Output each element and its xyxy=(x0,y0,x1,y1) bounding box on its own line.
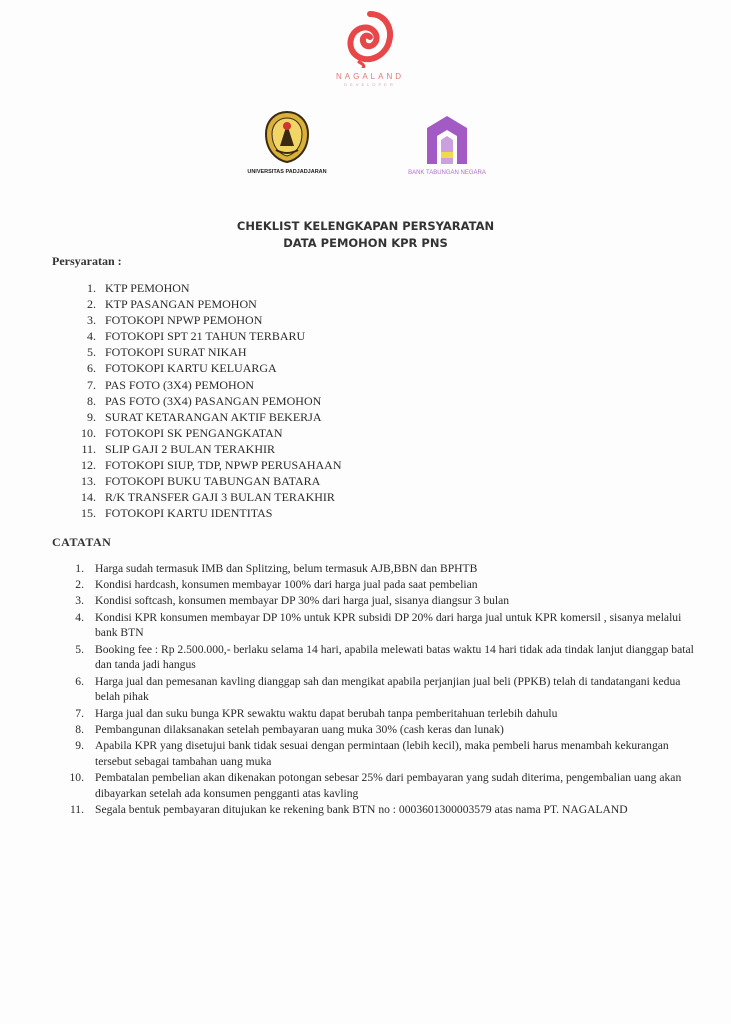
note-text: Pembangunan dilaksanakan setelah pembayaran uang muka 30% (cash keras dan lunak) xyxy=(95,722,504,736)
note-item xyxy=(60,738,700,770)
requirement-text: PAS FOTO (3X4) PEMOHON xyxy=(105,377,255,392)
note-number: 1. xyxy=(75,562,84,575)
requirement-number: 1. xyxy=(87,281,96,295)
note-item xyxy=(60,577,700,593)
note-item xyxy=(60,770,700,802)
requirement-number: 12. xyxy=(81,458,96,473)
note-text: Kondisi softcash, konsumen membayar DP 30% dari harga jual, sisanya diangsur 3 bulan xyxy=(95,594,510,608)
requirement-item xyxy=(64,312,342,328)
requirement-text: FOTOKOPI SIUP, TDP, NPWP PERUSAHAAN xyxy=(105,458,342,473)
note-number: 8. xyxy=(75,722,84,736)
requirement-number: 11. xyxy=(81,441,96,456)
note-text: Apabila KPR yang disetujui bank tidak sesuai dengan permintaan (lebih kecil), maka pembeli harus menambah kekurangan tersebut sebagai tambahan uang muka xyxy=(95,738,669,768)
requirement-text: FOTOKOPI SK PENGANGKATAN xyxy=(105,425,283,440)
requirement-item xyxy=(64,441,342,457)
requirement-item xyxy=(64,473,342,489)
note-text: Segala bentuk pembayaran ditujukan ke rekening bank BTN no : 0003601300003579 atas nama PT. NAGALAND xyxy=(95,802,628,816)
note-text: Harga jual dan suku bunga KPR sewaktu waktu dapat berubah tanpa pemberitahuan terlebih dahulu xyxy=(95,706,558,720)
note-item xyxy=(60,561,700,577)
requirement-text: FOTOKOPI KARTU IDENTITAS xyxy=(105,506,273,521)
requirement-number: 3. xyxy=(87,313,96,328)
notes-list xyxy=(60,561,700,818)
requirements-heading: Persyaratan : xyxy=(52,254,122,268)
requirement-number: 4. xyxy=(87,329,96,344)
requirement-item xyxy=(64,425,342,441)
note-item xyxy=(60,674,700,706)
note-text: Harga jual dan pemesanan kavling dianggap sah dan mengikat apabila perjanjian jual beli (PPKB) telah di tandatangani kedua belah pihak xyxy=(95,674,681,704)
unpad-emblem-icon xyxy=(262,110,312,164)
note-text: Harga sudah termasuk IMB dan Splitzing, belum termasuk AJB,BBN dan BPHTB xyxy=(95,562,478,575)
requirement-number: 8. xyxy=(87,393,96,408)
requirement-item xyxy=(64,505,342,521)
note-number: 2. xyxy=(75,578,84,592)
note-text: Pembatalan pembelian akan dikenakan potongan sebesar 25% dari pembayaran yang sudah diterima, pengembalian uang akan dibayarkan setelah ada konsumen pengganti atas kavling xyxy=(95,770,682,800)
note-text: Booking fee : Rp 2.500.000,- berlaku selama 14 hari, apabila melewati batas waktu 14 hari tidak ada tindak lanjut dianggap batal dan tanda jadi hangus xyxy=(95,642,694,672)
requirement-text: R/K TRANSFER GAJI 3 BULAN TERAKHIR xyxy=(105,490,335,505)
btn-name: BANK TABUNGAN NEGARA xyxy=(408,170,486,176)
notes-heading: CATATAN xyxy=(52,535,112,549)
note-text: Kondisi hardcash, konsumen membayar 100% dari harga jual pada saat pembelian xyxy=(95,578,478,592)
requirement-item xyxy=(64,344,342,360)
requirement-item xyxy=(64,328,342,344)
requirement-item xyxy=(64,360,342,376)
note-number: 10. xyxy=(69,770,84,784)
requirement-text: SLIP GAJI 2 BULAN TERAKHIR xyxy=(105,441,276,456)
requirement-item xyxy=(64,296,342,312)
btn-logo xyxy=(394,114,500,176)
btn-house-icon xyxy=(423,114,471,166)
title-line-2: DATA PEMOHON KPR PNS xyxy=(283,236,448,250)
note-number: 7. xyxy=(75,706,84,720)
note-item xyxy=(60,642,700,674)
note-number: 5. xyxy=(75,642,84,656)
requirement-text: FOTOKOPI SPT 21 TAHUN TERBARU xyxy=(105,329,306,344)
requirement-number: 2. xyxy=(87,297,96,312)
unpad-name: UNIVERSITAS PADJADJARAN xyxy=(247,169,327,175)
requirement-text: PAS FOTO (3X4) PASANGAN PEMOHON xyxy=(105,393,322,408)
note-number: 11. xyxy=(69,802,84,816)
requirement-item xyxy=(64,489,342,505)
note-item xyxy=(60,610,700,642)
requirement-number: 9. xyxy=(87,409,96,424)
title-line-1: CHEKLIST KELENGKAPAN PERSYARATAN xyxy=(236,219,495,233)
requirement-number: 7. xyxy=(87,377,96,392)
requirement-number: 13. xyxy=(81,474,96,489)
nagaland-logo xyxy=(300,10,440,87)
requirement-text: FOTOKOPI KARTU KELUARGA xyxy=(105,361,277,376)
note-item xyxy=(60,593,700,609)
note-item xyxy=(60,722,700,738)
note-number: 3. xyxy=(75,594,84,608)
requirement-item xyxy=(64,377,342,393)
requirements-list xyxy=(64,280,342,521)
note-text: Kondisi KPR konsumen membayar DP 10% untuk KPR subsidi DP 20% dari harga jual untuk KPR komersil , sisanya melalui bank BTN xyxy=(95,610,682,640)
requirement-item xyxy=(64,393,342,409)
document-title xyxy=(0,218,731,252)
requirement-number: 6. xyxy=(87,361,96,376)
requirement-number: 10. xyxy=(81,425,96,440)
nagaland-swirl-icon xyxy=(345,10,395,68)
note-item xyxy=(60,706,700,722)
requirement-text: KTP PASANGAN PEMOHON xyxy=(105,297,257,312)
nagaland-name: NAGALAND xyxy=(335,72,404,81)
requirement-item xyxy=(64,280,342,296)
requirement-text: FOTOKOPI BUKU TABUNGAN BATARA xyxy=(105,474,321,489)
note-number: 9. xyxy=(75,738,84,752)
note-number: 4. xyxy=(75,610,84,624)
nagaland-tagline: DEVELOPER xyxy=(344,82,396,87)
requirement-number: 14. xyxy=(81,490,96,505)
requirement-text: FOTOKOPI SURAT NIKAH xyxy=(105,345,247,360)
requirement-text: KTP PEMOHON xyxy=(105,281,190,295)
requirement-number: 15. xyxy=(81,506,96,521)
requirement-item xyxy=(64,457,342,473)
requirement-text: SURAT KETARANGAN AKTIF BEKERJA xyxy=(105,409,322,424)
requirement-item xyxy=(64,409,342,425)
requirement-text: FOTOKOPI NPWP PEMOHON xyxy=(105,313,263,328)
requirement-number: 5. xyxy=(87,345,96,360)
unpad-logo xyxy=(236,110,338,175)
note-number: 6. xyxy=(75,674,84,688)
note-item xyxy=(60,802,700,818)
